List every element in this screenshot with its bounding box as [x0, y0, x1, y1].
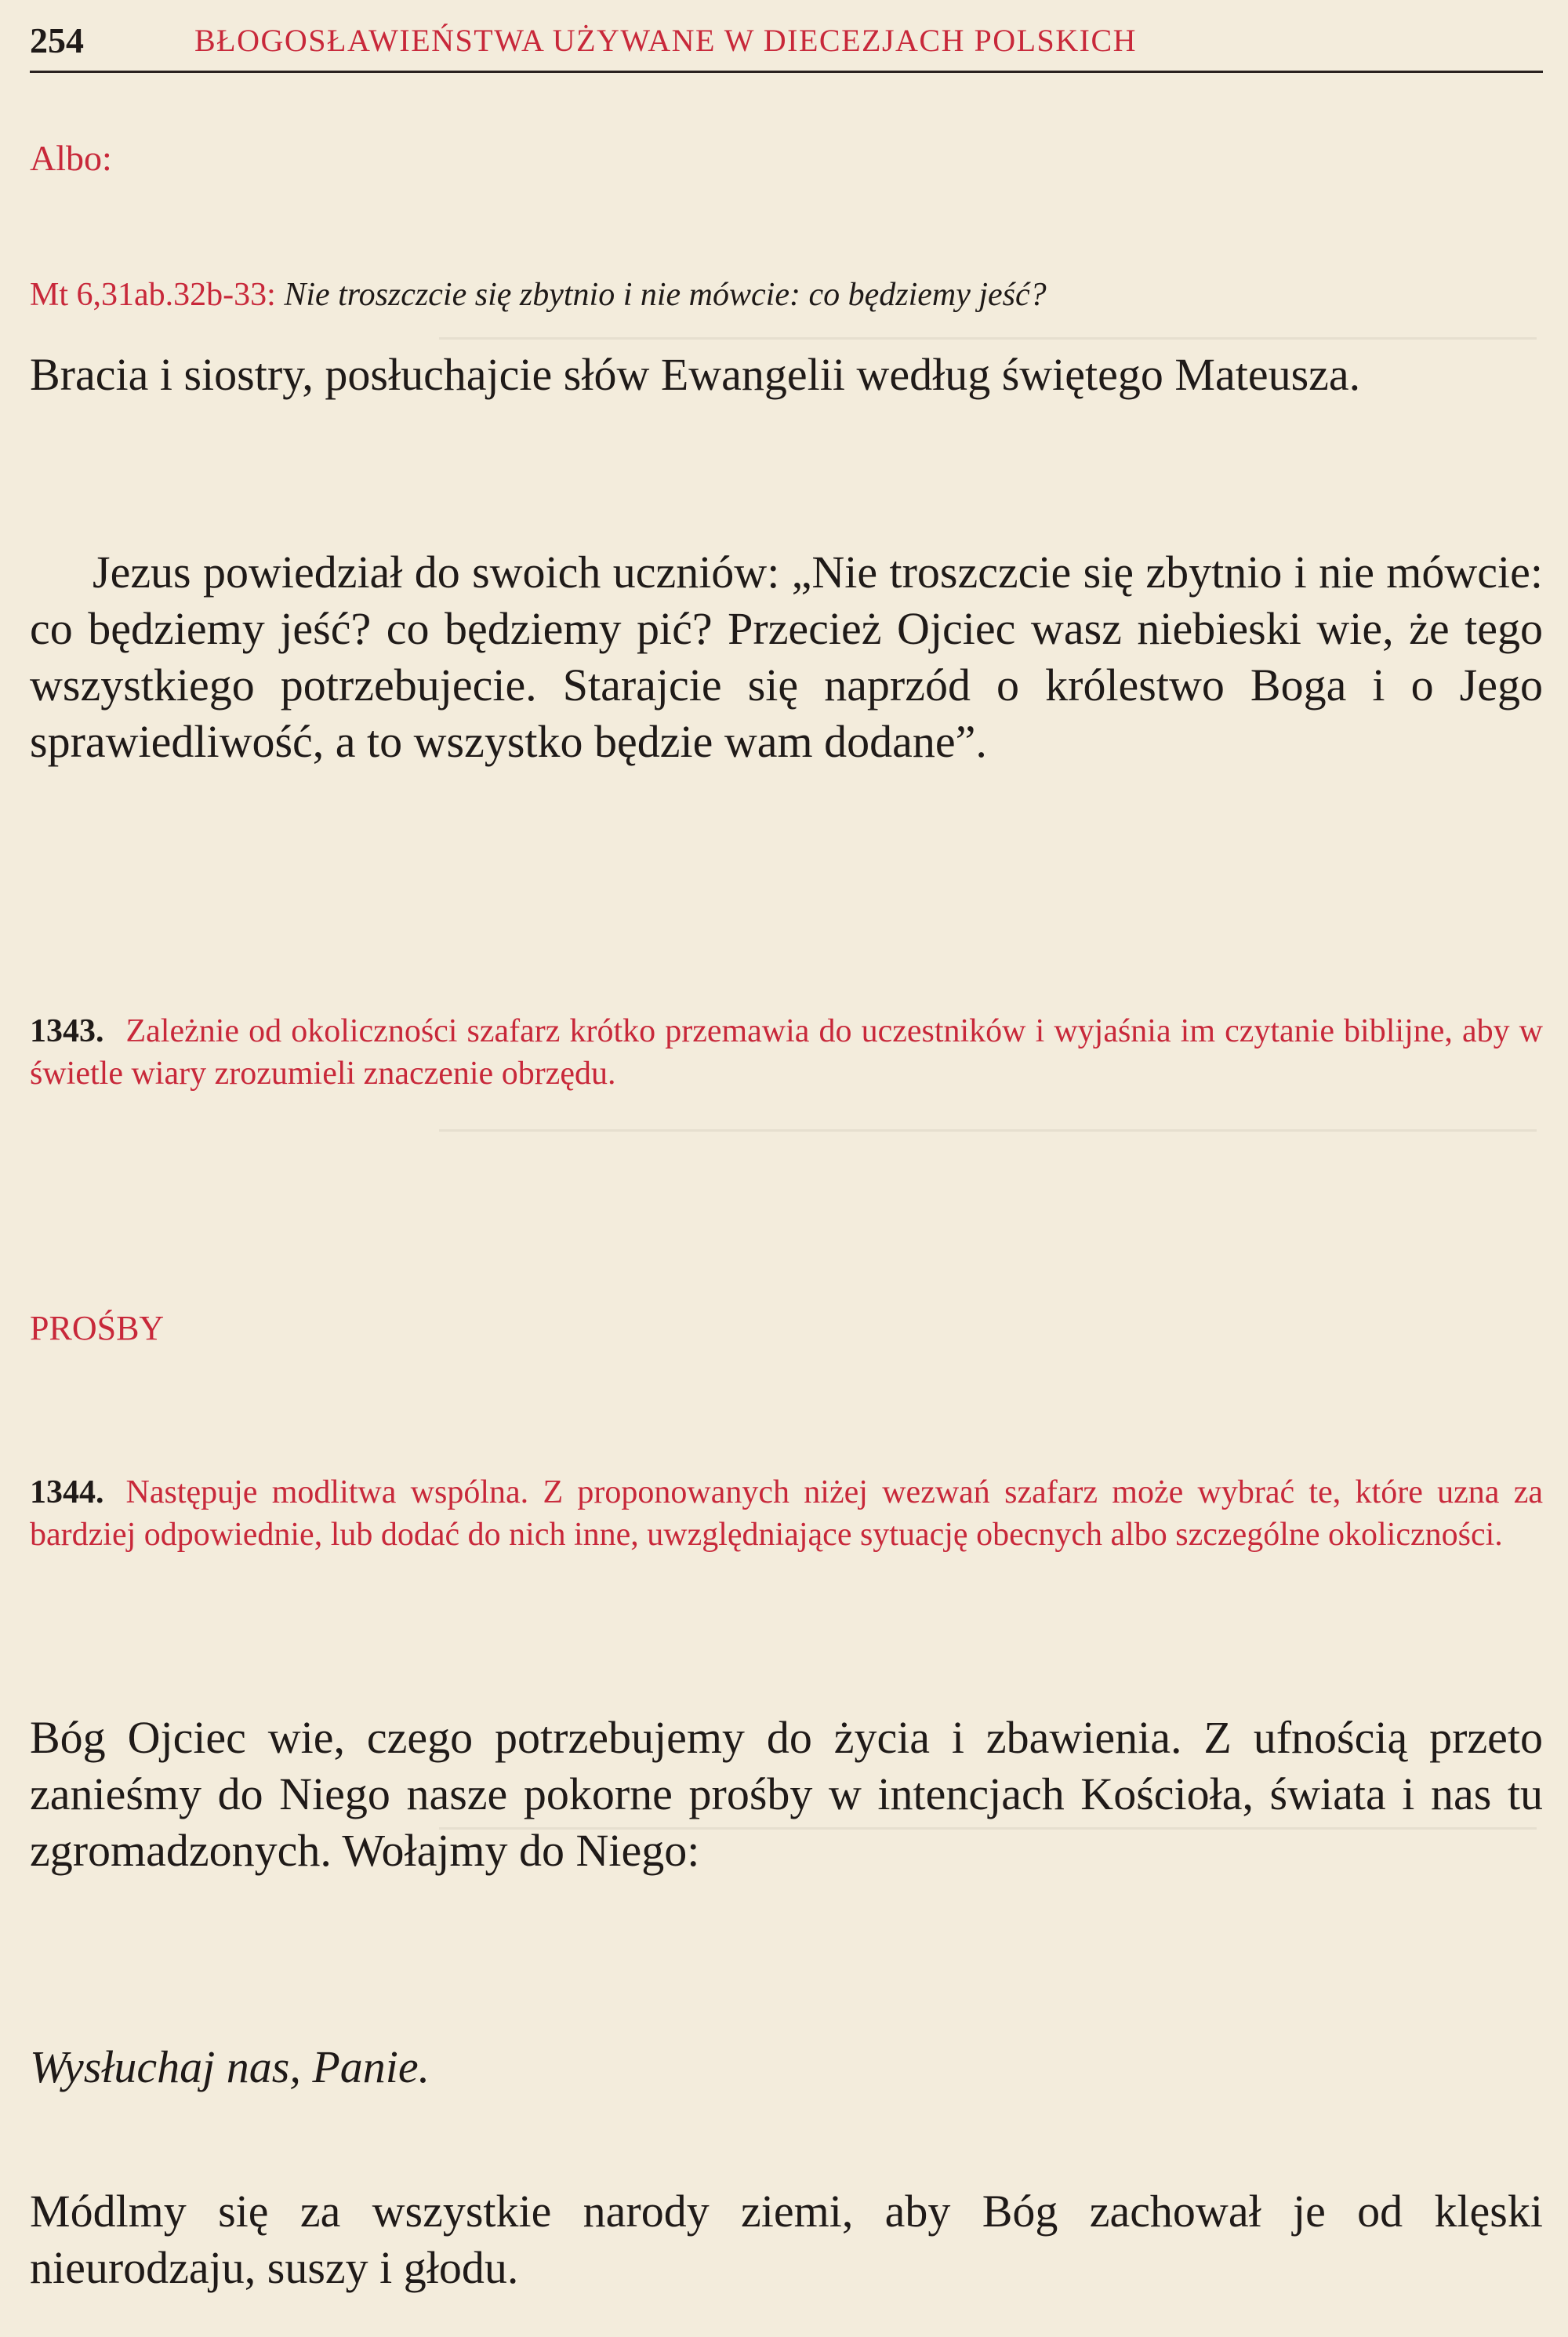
rubric-number: 1343. [30, 1013, 104, 1049]
rubric-number: 1344. [30, 1474, 104, 1510]
citation-incipit: Nie troszczcie się zbytnio i nie mówcie: co będziemy jeść? [284, 277, 1047, 313]
rubric-1343 [30, 1010, 1543, 1095]
page-number: 254 [30, 20, 84, 60]
gospel-intro: Bracia i siostry, posłuchajcie słów Ewangelii według świętego Mateusza. [30, 349, 1361, 400]
header-rule [30, 71, 1543, 73]
gospel-citation [30, 271, 1543, 318]
rubric-text: Zależnie od okoliczności szafarz krótko przemawia do uczestników i wyjaśnia im czytanie biblijne, aby w świetle wiary zrozumieli znaczenie obrzędu. [30, 1013, 1543, 1092]
gospel-text: Jezus powiedział do swoich uczniów: „Nie troszczcie się zbytnio i nie mówcie: co będziemy jeść? co będziemy pić? Przecież Ojciec wasz niebieski wie, że tego wszystkiego potrzebujecie. Starajcie się naprzód o królestwo Boga i o Jego sprawiedliwość, a to wszystko będzie wam dodane”. [30, 547, 1543, 767]
prayer-invitation: Bóg Ojciec wie, czego potrzebujemy do życia i zbawienia. Z ufnością przeto zanieśmy do Niego nasze pokorne prośby w intencjach Kościoła, świata i nas tu zgromadzonych. Wołajmy do Niego: [30, 1712, 1543, 1876]
rubric-1344 [30, 1471, 1543, 1556]
section-title: PROŚBY [30, 1309, 165, 1347]
running-title: BŁOGOSŁAWIEŃSTWA UŻYWANE W DIECEZJACH POLSKICH [194, 23, 1138, 58]
bleed-through-line [439, 337, 1537, 340]
intention-1: Módlmy się za wszystkie narody ziemi, aby Bóg zachował je od klęski nieurodzaju, suszy i głodu. [30, 2186, 1543, 2293]
citation-reference: Mt 6,31ab.32b-33: [30, 277, 276, 313]
prayer-response: Wysłuchaj nas, Panie. [30, 2041, 430, 2092]
page-header [30, 17, 1544, 64]
rubric-text: Następuje modlitwa wspólna. Z proponowanych niżej wezwań szafarz może wybrać te, które uzna za bardziej odpowiednie, lub dodać do nich inne, uwzględniające sytuację obecnych albo szczególne okoliczności. [30, 1474, 1543, 1553]
bleed-through-line [439, 1129, 1537, 1132]
albo-label: Albo: [30, 138, 112, 178]
